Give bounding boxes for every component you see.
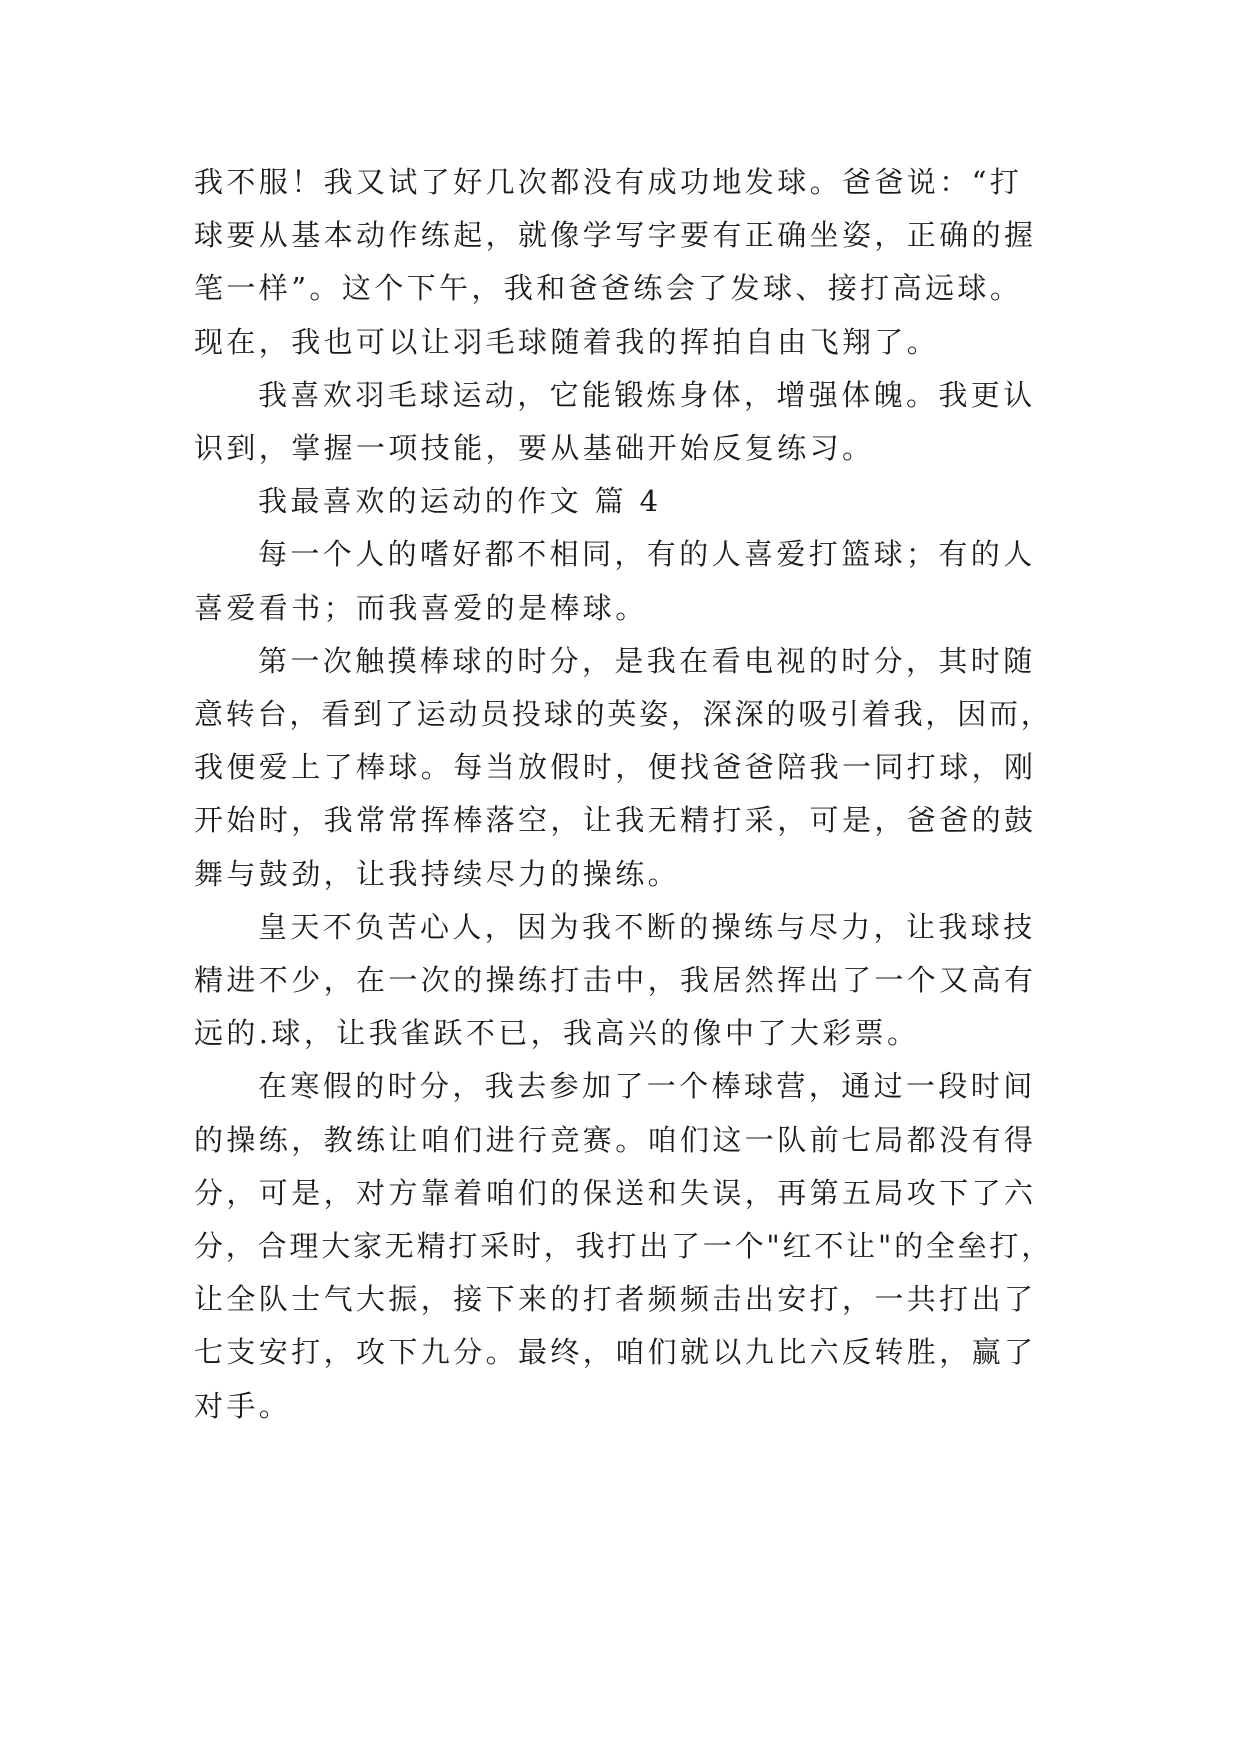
text-line: 意转台，看到了运动员投球的英姿，深深的吸引着我，因而，	[194, 697, 1053, 731]
text-line: 现在，我也可以让羽毛球随着我的挥拍自由飞翔了。	[194, 325, 940, 359]
text-line: 在寒假的时分，我去参加了一个棒球营，通过一段时间	[258, 1069, 1036, 1103]
text-line: 舞与鼓劲，让我持续尽力的操练。	[194, 857, 681, 891]
text-line: 分，可是，对方靠着咱们的保送和失误，再第五局攻下了六	[194, 1176, 1037, 1210]
text-line: 第一次触摸棒球的时分，是我在看电视的时分，其时随	[258, 644, 1036, 678]
text-line: 让全队士气大振，接下来的打者频频击出安打，一共打出了	[194, 1282, 1037, 1316]
text-line: 开始时，我常常挥棒落空，让我无精打采，可是，爸爸的鼓	[194, 803, 1037, 837]
text-line: 我便爱上了棒球。每当放假时，便找爸爸陪我一同打球，刚	[194, 750, 1037, 784]
text-line: 远的.球，让我雀跃不已，我高兴的像中了大彩票。	[194, 1016, 920, 1050]
text-line: 精进不少，在一次的操练打击中，我居然挥出了一个又高有	[194, 963, 1037, 997]
text-line: 皇天不负苦心人，因为我不断的操练与尽力，让我球技	[258, 910, 1036, 944]
text-line: 每一个人的嗜好都不相同，有的人喜爱打篮球；有的人	[258, 537, 1036, 571]
text-line: 七支安打，攻下九分。最终，咱们就以九比六反转胜，赢了	[194, 1335, 1037, 1369]
text-line: 我不服！我又试了好几次都没有成功地发球。爸爸说：“打	[194, 165, 1023, 199]
text-line: 笔一样”。这个下午，我和爸爸练会了发球、接打高远球。	[194, 271, 1023, 305]
text-line: 对手。	[194, 1389, 292, 1423]
text-line: 球要从基本动作练起，就像学写字要有正确坐姿，正确的握	[194, 218, 1037, 252]
text-line: 喜爱看书；而我喜爱的是棒球。	[194, 591, 648, 625]
text-line: 的操练，教练让咱们进行竞赛。咱们这一队前七局都没有得	[194, 1123, 1037, 1157]
text-line: 识到，掌握一项技能，要从基础开始反复练习。	[194, 431, 875, 465]
text-line: 分，合理大家无精打采时，我打出了一个"红不让"的全垒打，	[194, 1229, 1054, 1263]
section-heading: 我最喜欢的运动的作文 篇 4	[258, 484, 662, 518]
text-line: 我喜欢羽毛球运动，它能锻炼身体，增强体魄。我更认	[258, 378, 1036, 412]
